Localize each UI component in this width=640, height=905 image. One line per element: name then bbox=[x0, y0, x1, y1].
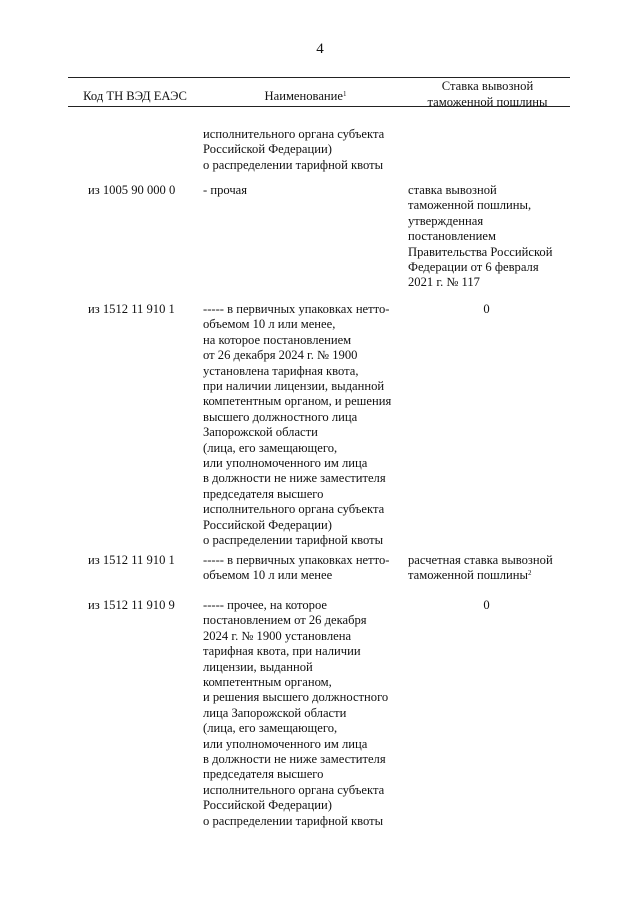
row-4-name: ----- прочее, на которое постановлением от 26 декабря 2024 г. № 1900 установлена тарифная квота, при наличии лицензии, выданной компетентным органом, и решения высшего должностного лица Запорожской области (лица, его замещающего, или уполномоченного им лица в должности не ниже заместителя председателя высшего исполнительного органа субъекта Российской Федерации) о распределении тарифной квоты bbox=[203, 598, 389, 828]
row-1-name: - прочая bbox=[203, 183, 248, 197]
row-3-code: из 1512 11 910 1 bbox=[88, 553, 175, 567]
row-3-rate bbox=[408, 553, 573, 584]
header-rate: Ставка вывозной таможенной пошлины bbox=[427, 79, 548, 109]
row-1-rate: ставка вывозной таможенной пошлины, утвержденная постановлением Правительства Российской Федерации от 6 февраля 2021 г. № 117 bbox=[408, 183, 553, 290]
row-3-rate-text: расчетная ставка вывозной таможенной пошлины bbox=[408, 553, 553, 583]
row-0-name: исполнительного органа субъекта Российской Федерации) о распределении тарифной квоты bbox=[203, 127, 385, 172]
row-4-rate: 0 bbox=[483, 598, 490, 612]
header-name-text: Наименование bbox=[264, 89, 343, 103]
row-4-code: из 1512 11 910 9 bbox=[88, 598, 175, 612]
footnote-mark-1: 1 bbox=[342, 90, 347, 98]
row-2-rate: 0 bbox=[483, 302, 490, 316]
header-code: Код ТН ВЭД ЕАЭС bbox=[83, 89, 187, 103]
header-name bbox=[213, 88, 398, 104]
row-2-name: ----- в первичных упаковках нетто- объемом 10 л или менее, на которое постановлением от 26 декабря 2024 г. № 1900 установлена тарифная квота, при наличии лицензии, выданной компетентным органом, и решения высшего должностного лица Запорожской области (лица, его замещающего, или уполномоченного им лица в должности не ниже заместителя председателя высшего исполнительного органа субъекта Российской Федерации) о распределении тарифной квоты bbox=[203, 302, 392, 548]
table-header-bottom-rule bbox=[68, 106, 570, 107]
row-2-code: из 1512 11 910 1 bbox=[88, 302, 175, 316]
row-1-code: из 1005 90 000 0 bbox=[88, 183, 176, 197]
page-number: 4 bbox=[316, 41, 324, 57]
footnote-mark-2: 2 bbox=[527, 569, 532, 578]
row-3-name: ----- в первичных упаковках нетто- объемом 10 л или менее bbox=[203, 553, 390, 583]
